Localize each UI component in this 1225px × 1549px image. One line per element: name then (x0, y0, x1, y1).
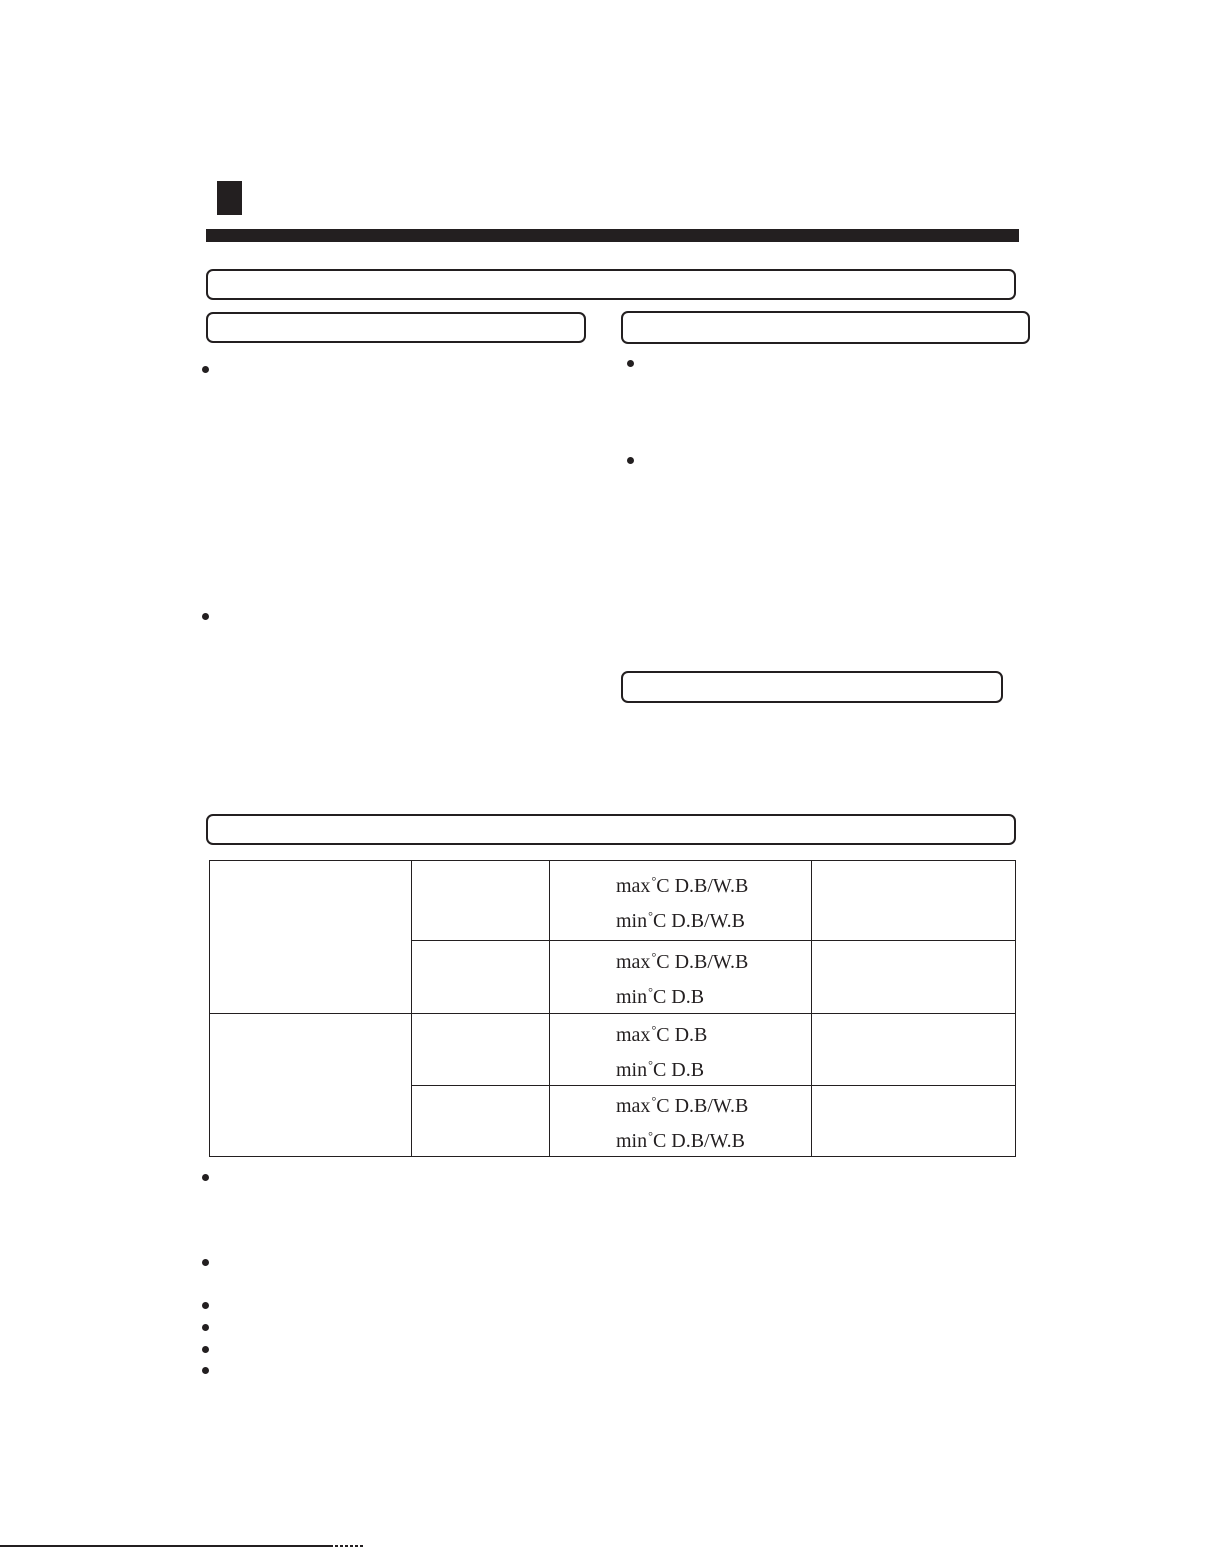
table-cell-mode (210, 1014, 412, 1157)
range-max-label: max (616, 1095, 651, 1117)
operating-range-table (209, 860, 1016, 1157)
degree-symbol: ° (648, 1129, 653, 1143)
degree-symbol: ° (648, 1057, 653, 1072)
table-cell-range (550, 1014, 812, 1086)
range-max-unit: C D.B/W.B (656, 951, 749, 973)
bullet-note-2 (202, 1259, 209, 1266)
range-max-unit: C D.B/W.B (656, 874, 749, 897)
range-min-unit: C D.B/W.B (652, 1130, 745, 1152)
subheading-box-left (206, 312, 586, 343)
table-row (210, 1014, 1016, 1086)
degree-symbol: ° (651, 873, 657, 888)
bullet-note-3 (202, 1302, 209, 1309)
table-cell-condition (412, 1014, 550, 1086)
subheading-box-right-lower (621, 671, 1003, 703)
bullet-note-1 (202, 1174, 209, 1181)
table-cell-value (812, 861, 1016, 941)
bottom-edge-dashes (330, 1545, 365, 1547)
table-cell-value (812, 1086, 1016, 1157)
range-max-label: max (616, 874, 651, 897)
range-min-label: min (616, 986, 648, 1008)
header-rule (206, 229, 1019, 242)
bullet-note-6 (202, 1367, 209, 1374)
section-heading-box-top (206, 269, 1016, 300)
subheading-box-right (621, 311, 1030, 344)
degree-symbol: ° (651, 950, 657, 964)
range-max-label: max (616, 951, 651, 973)
table-cell-range (550, 941, 812, 1014)
bullet-right-1 (627, 360, 634, 367)
bullet-left-1 (202, 366, 209, 373)
degree-symbol: ° (651, 1022, 657, 1037)
table-cell-condition (412, 861, 550, 941)
range-min-unit: C D.B/W.B (652, 909, 745, 932)
table-cell-value (812, 941, 1016, 1014)
table-cell-condition (412, 1086, 550, 1157)
range-min-unit: C D.B (652, 1058, 705, 1081)
table-cell-value (812, 1014, 1016, 1086)
bullet-note-4 (202, 1324, 209, 1331)
bullet-left-2 (202, 613, 209, 620)
table-cell-mode (210, 861, 412, 1014)
section-marker (217, 181, 242, 215)
bullet-note-5 (202, 1346, 209, 1353)
bottom-edge-line (0, 1545, 365, 1547)
range-min-label: min (616, 1130, 648, 1152)
section-heading-box-table (206, 814, 1016, 845)
range-min-label: min (616, 1058, 648, 1081)
table-cell-range (550, 1086, 812, 1157)
degree-symbol: ° (648, 908, 653, 923)
range-max-unit: C D.B (656, 1023, 708, 1046)
degree-symbol: ° (648, 985, 653, 999)
degree-symbol: ° (651, 1094, 657, 1108)
bullet-right-2 (627, 457, 634, 464)
range-max-label: max (616, 1023, 651, 1046)
table-cell-condition (412, 941, 550, 1014)
range-min-label: min (616, 909, 648, 932)
range-max-unit: C D.B/W.B (656, 1095, 749, 1117)
table-cell-range (550, 861, 812, 941)
range-min-unit: C D.B (652, 986, 705, 1008)
table-row (210, 861, 1016, 941)
